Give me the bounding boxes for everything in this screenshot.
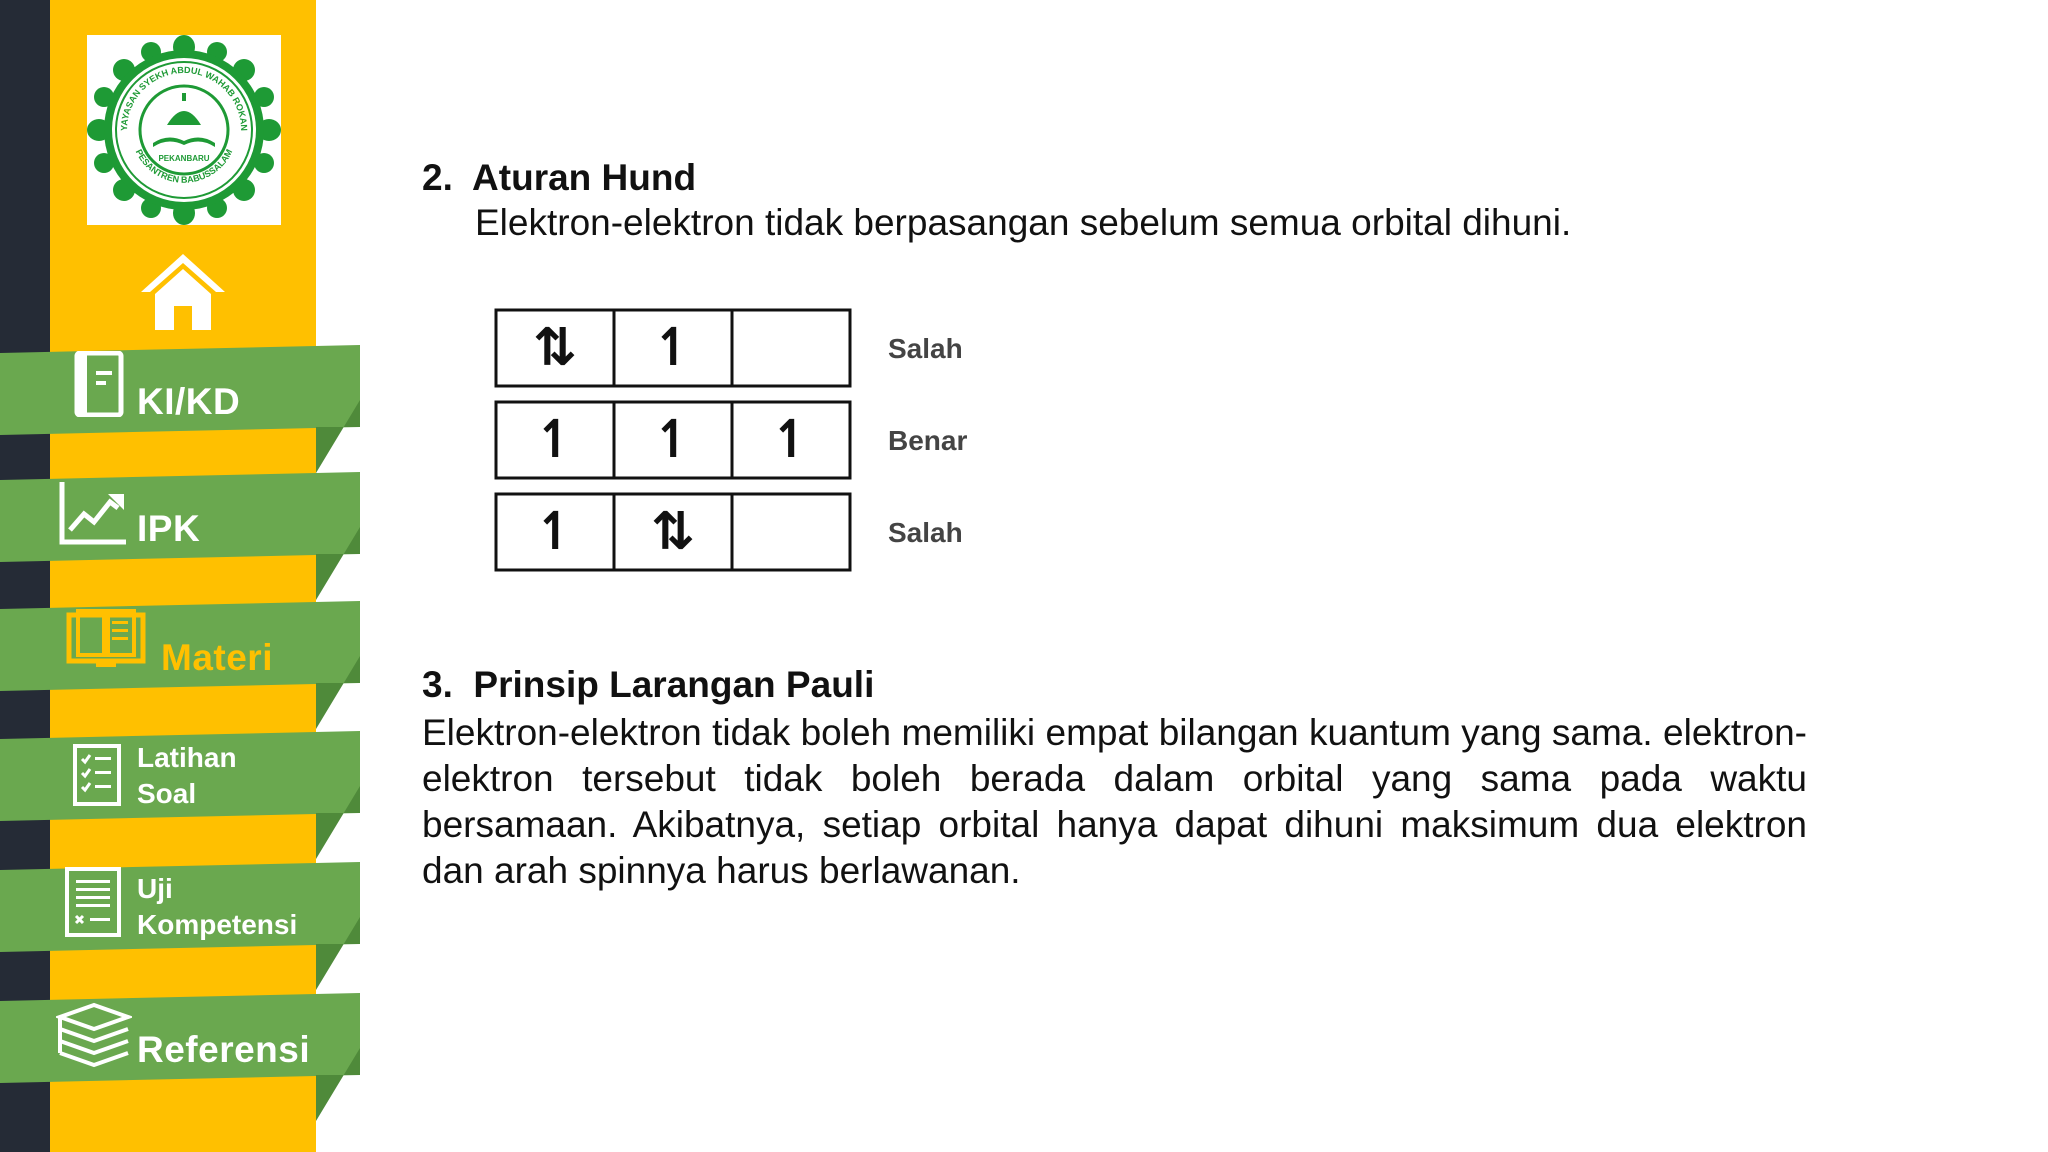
logo-arc-text-bottom: PESANTREN BABUSSALAM [133,147,235,185]
stack-books-icon [56,1001,132,1071]
nav-uji-kompetensi-button[interactable] [0,862,360,990]
nav-latihan-label-line1: Latihan [137,742,237,773]
nav-ki-kd-button[interactable] [0,345,360,473]
logo-arc-text-top: YAYASAN SYEKH ABDUL WAHAB ROKAN [118,64,250,132]
orbital-row-label: Salah [888,333,963,364]
section3-text: Elektron-elektron tidak boleh memiliki empat bilangan kuantum yang sama. elektron-elektron tersebut tidak boleh berada dalam orbital yang sama pada waktu bersamaan. Akibatnya, setiap orbital hanya dapat dihuni maksimum dua elektron dan arah spinnya harus berlawanan. [422,712,1807,891]
electron-spin-arrow: ↿ [651,410,695,470]
section3-heading [422,664,874,706]
electron-spin-arrow: ⇅ [533,318,577,378]
nav-uji-label-line2: Kompetensi [137,909,298,940]
checklist-icon [72,743,122,807]
document-icon [74,351,124,417]
nav-latihan-soal-label [137,740,237,812]
home-icon[interactable] [138,250,228,332]
section2-number: 2. [422,157,453,198]
nav-materi-button[interactable] [0,601,360,729]
section2-text: Elektron-elektron tidak berpasangan sebelum semua orbital dihuni. [475,202,1572,243]
nav-latihan-label-line2: Soal [137,778,197,809]
nav-materi-label: Materi [161,637,273,678]
electron-spin-arrow: ↿ [533,410,577,470]
nav-ipk-button[interactable] [0,472,360,600]
nav-uji-label-line1: Uji [137,873,173,904]
trend-chart-icon [58,480,128,546]
nav-referensi-button[interactable] [0,993,360,1121]
section2-title: Aturan Hund [472,157,697,198]
section3-number: 3. [422,664,453,705]
test-sheet-icon [64,866,122,938]
electron-spin-arrow: ↿ [533,502,577,562]
nav-latihan-soal-button[interactable] [0,731,360,859]
orbital-box [732,494,850,570]
nav-ki-kd-label: KI/KD [137,381,241,422]
orbital-row-label: Salah [888,517,963,548]
book-icon [66,609,146,669]
electron-spin-arrow: ⇅ [651,502,695,562]
orbital-row-label: Benar [888,425,968,456]
nav-referensi-label: Referensi [137,1029,311,1070]
nav-uji-kompetensi-label [137,871,297,943]
section2-heading [422,157,696,199]
school-logo [87,35,281,225]
hund-rule-diagram [478,298,1010,590]
nav-ipk-label: IPK [137,508,201,549]
electron-spin-arrow: ↿ [769,410,813,470]
electron-spin-arrow: ↿ [651,318,695,378]
logo-center-text: PEKANBARU [158,154,210,163]
section3-title: Prinsip Larangan Pauli [473,664,875,705]
orbital-box [732,310,850,386]
